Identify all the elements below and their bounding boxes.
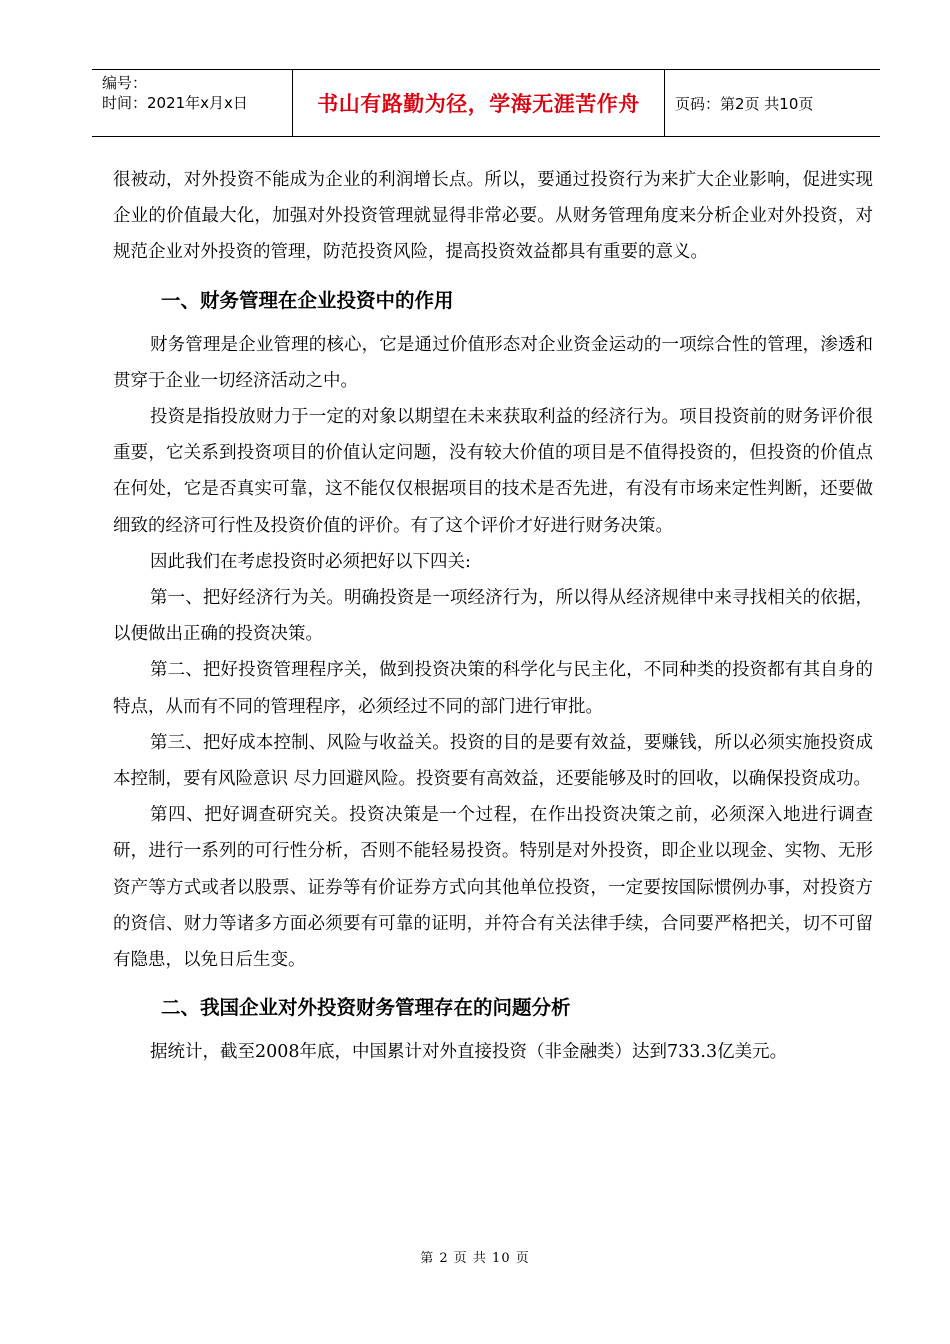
- header-meta-cell: [92, 70, 293, 136]
- page-header: [92, 69, 880, 137]
- document-time-label: 时间：2021年x月x日: [102, 94, 248, 112]
- section-heading: 二、我国企业对外投资财务管理存在的问题分析: [161, 996, 571, 1020]
- paragraph: 据统计，截至2008年底，中国累计对外直接投资（非金融类）达到733.3亿美元。: [150, 1042, 788, 1063]
- header-motto: 书山有路勤为径，学海无涯苦作舟: [317, 92, 640, 116]
- header-page-cell: [665, 70, 880, 136]
- header-motto-cell: [293, 70, 665, 136]
- page-footer: 第 2 页 共 10 页: [420, 1251, 530, 1266]
- paragraph: 投资是指投放财力于一定的对象以期望在未来获取利益的经济行为。项目投资前的财务评价很重要，它关系到投资项目的价值认定问题，没有较大价值的项目是不值得投资的，但投资的价值点在何处，它是否真实可靠，这不能仅仅根据项目的技术是否先进，有没有市场来定性判断，还要做细致的经济可行性及投资价值的评价。有了这个评价才好进行财务决策。: [113, 407, 873, 536]
- paragraph: 第四、把好调查研究关。投资决策是一个过程，在作出投资决策之前，必须深入地进行调查研，进行一系列的可行性分析，否则不能轻易投资。特别是对外投资，即企业以现金、实物、无形资产等方式或者以股票、证券等有价证券方式向其他单位投资，一定要按国际惯例办事，对投资方的资信、财力等诸多方面必须要有可靠的证明，并符合有关法律手续，合同要严格把关，切不可留有隐患，以免日后生变。: [113, 805, 873, 971]
- paragraph: 很被动，对外投资不能成为企业的利润增长点。所以，要通过投资行为来扩大企业影响，促进实现企业的价值最大化，加强对外投资管理就显得非常必要。从财务管理角度来分析企业对外投资，对规范企业对外投资的管理，防范投资风险，提高投资效益都具有重要的意义。: [113, 170, 873, 263]
- paragraph: 因此我们在考虑投资时必须把好以下四关:: [150, 551, 471, 572]
- header-page-code: 页码：第2页 共10页: [675, 94, 814, 113]
- paragraph: 第二、把好投资管理程序关，做到投资决策的科学化与民主化，不同种类的投资都有其自身的特点，从而有不同的管理程序，必须经过不同的部门进行审批。: [113, 660, 873, 717]
- section-heading: 一、财务管理在企业投资中的作用: [161, 288, 454, 312]
- paragraph: 财务管理是企业管理的核心，它是通过价值形态对企业资金运动的一项综合性的管理，渗透和贯穿于企业一切经济活动之中。: [113, 334, 873, 391]
- document-number-label: 编号：: [102, 74, 148, 92]
- paragraph: 第一、把好经济行为关。明确投资是一项经济行为，所以得从经济规律中来寻找相关的依据，以便做出正确的投资决策。: [113, 588, 873, 645]
- document-body: [113, 162, 873, 1070]
- paragraph: 第三、把好成本控制、风险与收益关。投资的目的是要有效益，要赚钱，所以必须实施投资成本控制，要有风险意识 尽力回避风险。投资要有高效益，还要能够及时的回收，以确保投资成功。: [113, 732, 873, 790]
